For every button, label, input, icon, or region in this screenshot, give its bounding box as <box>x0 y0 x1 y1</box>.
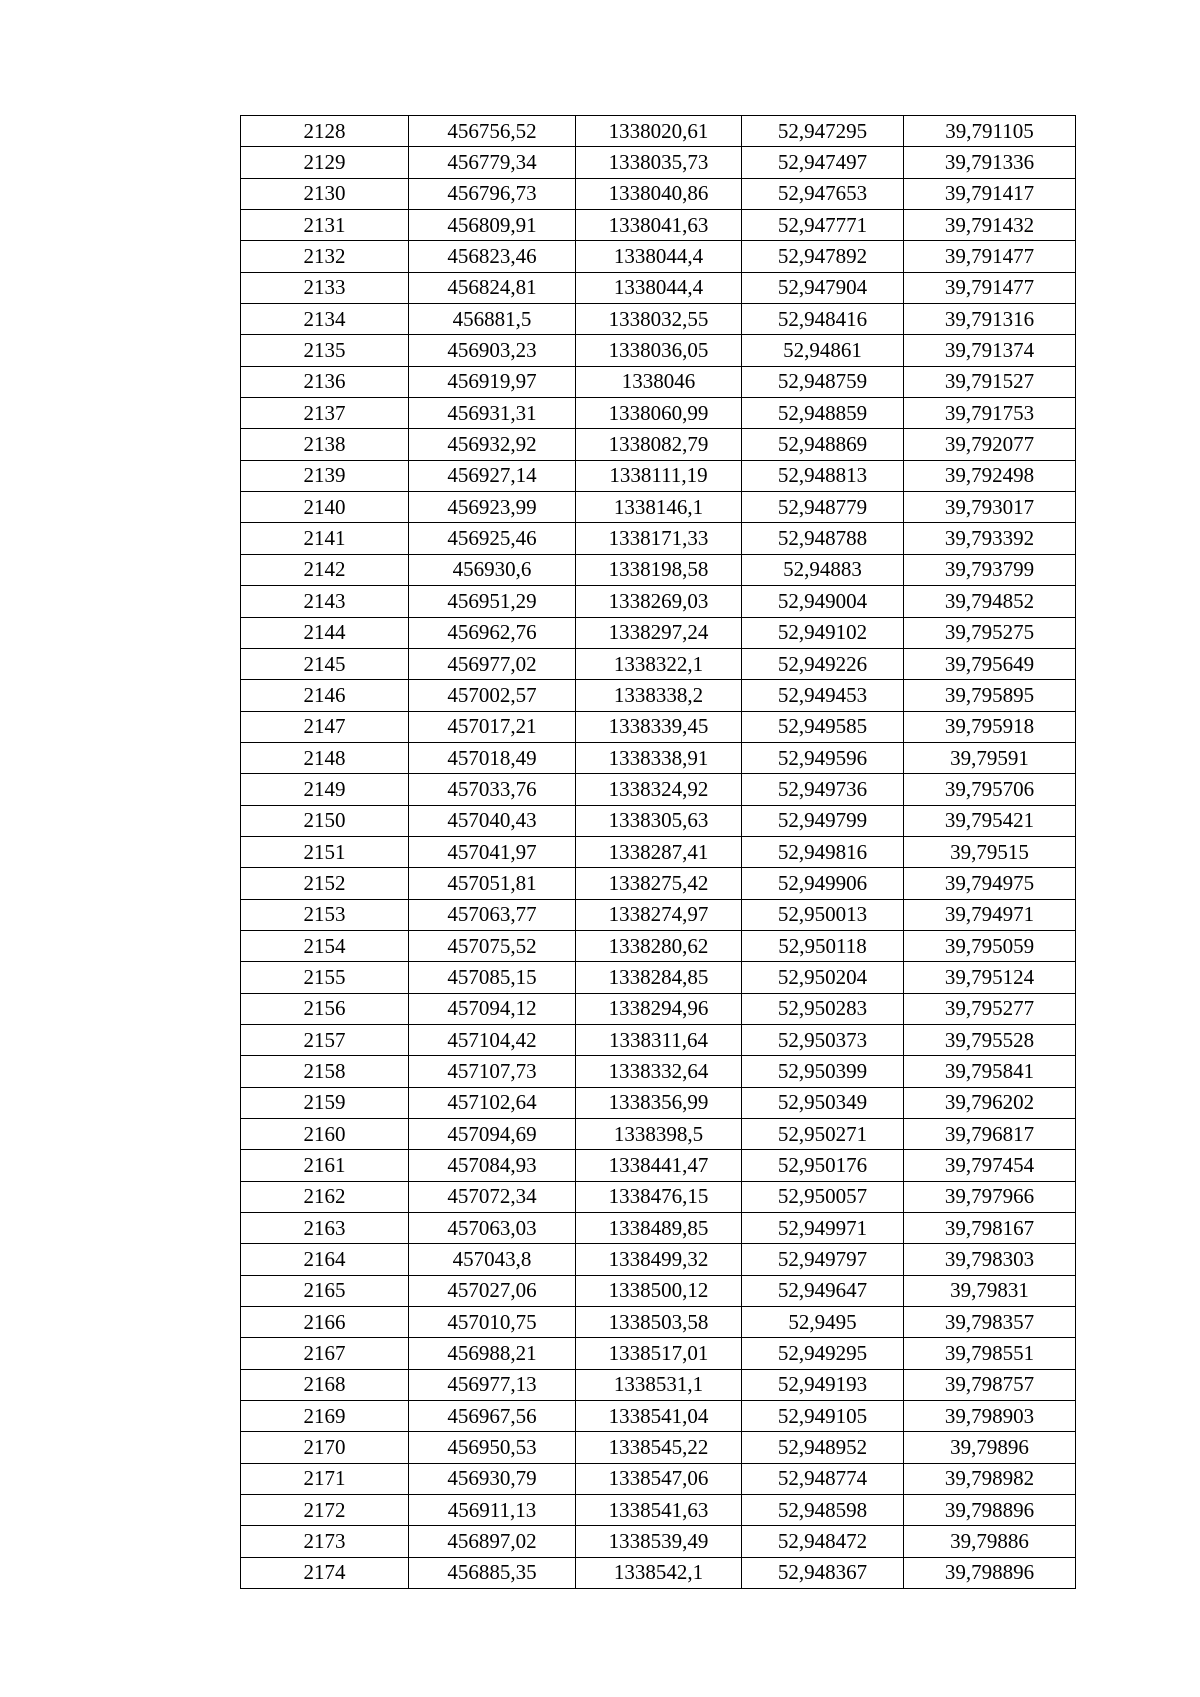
x-coordinate-cell: 457051,81 <box>409 868 576 899</box>
longitude-cell: 39,791527 <box>904 366 1076 397</box>
point-number-cell: 2160 <box>241 1119 409 1150</box>
latitude-cell: 52,9495 <box>742 1307 904 1338</box>
x-coordinate-cell: 457094,69 <box>409 1119 576 1150</box>
longitude-cell: 39,798167 <box>904 1213 1076 1244</box>
table-row <box>241 116 1076 147</box>
table-row <box>241 272 1076 303</box>
longitude-cell: 39,791105 <box>904 116 1076 147</box>
longitude-cell: 39,791753 <box>904 398 1076 429</box>
x-coordinate-cell: 457040,43 <box>409 805 576 836</box>
table-row <box>241 1432 1076 1463</box>
x-coordinate-cell: 456932,92 <box>409 429 576 460</box>
y-coordinate-cell: 1338280,62 <box>576 930 742 961</box>
table-row <box>241 1463 1076 1494</box>
y-coordinate-cell: 1338541,04 <box>576 1401 742 1432</box>
longitude-cell: 39,795059 <box>904 930 1076 961</box>
x-coordinate-cell: 457010,75 <box>409 1307 576 1338</box>
x-coordinate-cell: 456927,14 <box>409 460 576 491</box>
table-row <box>241 930 1076 961</box>
y-coordinate-cell: 1338545,22 <box>576 1432 742 1463</box>
latitude-cell: 52,948869 <box>742 429 904 460</box>
y-coordinate-cell: 1338322,1 <box>576 648 742 679</box>
latitude-cell: 52,950176 <box>742 1150 904 1181</box>
y-coordinate-cell: 1338398,5 <box>576 1119 742 1150</box>
y-coordinate-cell: 1338032,55 <box>576 304 742 335</box>
y-coordinate-cell: 1338339,45 <box>576 711 742 742</box>
x-coordinate-cell: 456796,73 <box>409 178 576 209</box>
y-coordinate-cell: 1338338,2 <box>576 680 742 711</box>
longitude-cell: 39,793799 <box>904 554 1076 585</box>
point-number-cell: 2133 <box>241 272 409 303</box>
longitude-cell: 39,79591 <box>904 742 1076 773</box>
x-coordinate-cell: 456919,97 <box>409 366 576 397</box>
x-coordinate-cell: 456931,31 <box>409 398 576 429</box>
table-row <box>241 554 1076 585</box>
table-row <box>241 366 1076 397</box>
y-coordinate-cell: 1338489,85 <box>576 1213 742 1244</box>
table-row <box>241 398 1076 429</box>
x-coordinate-cell: 456930,6 <box>409 554 576 585</box>
x-coordinate-cell: 456925,46 <box>409 523 576 554</box>
latitude-cell: 52,949585 <box>742 711 904 742</box>
x-coordinate-cell: 456923,99 <box>409 492 576 523</box>
latitude-cell: 52,950349 <box>742 1087 904 1118</box>
latitude-cell: 52,949797 <box>742 1244 904 1275</box>
table-row <box>241 1181 1076 1212</box>
x-coordinate-cell: 456977,13 <box>409 1369 576 1400</box>
x-coordinate-cell: 456779,34 <box>409 147 576 178</box>
x-coordinate-cell: 456756,52 <box>409 116 576 147</box>
x-coordinate-cell: 457017,21 <box>409 711 576 742</box>
latitude-cell: 52,947295 <box>742 116 904 147</box>
y-coordinate-cell: 1338060,99 <box>576 398 742 429</box>
latitude-cell: 52,947497 <box>742 147 904 178</box>
latitude-cell: 52,948952 <box>742 1432 904 1463</box>
longitude-cell: 39,798357 <box>904 1307 1076 1338</box>
longitude-cell: 39,791316 <box>904 304 1076 335</box>
point-number-cell: 2174 <box>241 1557 409 1588</box>
latitude-cell: 52,950204 <box>742 962 904 993</box>
latitude-cell: 52,950399 <box>742 1056 904 1087</box>
y-coordinate-cell: 1338338,91 <box>576 742 742 773</box>
point-number-cell: 2137 <box>241 398 409 429</box>
table-row <box>241 304 1076 335</box>
point-number-cell: 2147 <box>241 711 409 742</box>
point-number-cell: 2156 <box>241 993 409 1024</box>
point-number-cell: 2163 <box>241 1213 409 1244</box>
x-coordinate-cell: 456897,02 <box>409 1526 576 1557</box>
table-row <box>241 836 1076 867</box>
table-row <box>241 460 1076 491</box>
x-coordinate-cell: 456809,91 <box>409 210 576 241</box>
table-row <box>241 1369 1076 1400</box>
x-coordinate-cell: 457085,15 <box>409 962 576 993</box>
y-coordinate-cell: 1338044,4 <box>576 272 742 303</box>
x-coordinate-cell: 456823,46 <box>409 241 576 272</box>
y-coordinate-cell: 1338499,32 <box>576 1244 742 1275</box>
x-coordinate-cell: 456951,29 <box>409 586 576 617</box>
y-coordinate-cell: 1338305,63 <box>576 805 742 836</box>
latitude-cell: 52,947653 <box>742 178 904 209</box>
point-number-cell: 2134 <box>241 304 409 335</box>
point-number-cell: 2162 <box>241 1181 409 1212</box>
latitude-cell: 52,947771 <box>742 210 904 241</box>
latitude-cell: 52,950118 <box>742 930 904 961</box>
longitude-cell: 39,791336 <box>904 147 1076 178</box>
point-number-cell: 2149 <box>241 774 409 805</box>
longitude-cell: 39,792077 <box>904 429 1076 460</box>
longitude-cell: 39,796202 <box>904 1087 1076 1118</box>
longitude-cell: 39,798982 <box>904 1463 1076 1494</box>
table-row <box>241 680 1076 711</box>
x-coordinate-cell: 457107,73 <box>409 1056 576 1087</box>
latitude-cell: 52,948759 <box>742 366 904 397</box>
point-number-cell: 2148 <box>241 742 409 773</box>
table-row <box>241 241 1076 272</box>
y-coordinate-cell: 1338539,49 <box>576 1526 742 1557</box>
table-row <box>241 147 1076 178</box>
point-number-cell: 2142 <box>241 554 409 585</box>
latitude-cell: 52,948367 <box>742 1557 904 1588</box>
latitude-cell: 52,94883 <box>742 554 904 585</box>
point-number-cell: 2164 <box>241 1244 409 1275</box>
point-number-cell: 2151 <box>241 836 409 867</box>
y-coordinate-cell: 1338531,1 <box>576 1369 742 1400</box>
x-coordinate-cell: 456885,35 <box>409 1557 576 1588</box>
y-coordinate-cell: 1338082,79 <box>576 429 742 460</box>
longitude-cell: 39,794975 <box>904 868 1076 899</box>
y-coordinate-cell: 1338356,99 <box>576 1087 742 1118</box>
y-coordinate-cell: 1338287,41 <box>576 836 742 867</box>
x-coordinate-cell: 457094,12 <box>409 993 576 1024</box>
table-row <box>241 1526 1076 1557</box>
y-coordinate-cell: 1338274,97 <box>576 899 742 930</box>
latitude-cell: 52,949971 <box>742 1213 904 1244</box>
point-number-cell: 2157 <box>241 1024 409 1055</box>
table-row <box>241 1401 1076 1432</box>
longitude-cell: 39,795841 <box>904 1056 1076 1087</box>
y-coordinate-cell: 1338542,1 <box>576 1557 742 1588</box>
table-row <box>241 335 1076 366</box>
x-coordinate-cell: 457002,57 <box>409 680 576 711</box>
x-coordinate-cell: 456903,23 <box>409 335 576 366</box>
table-row <box>241 742 1076 773</box>
table-row <box>241 899 1076 930</box>
latitude-cell: 52,948813 <box>742 460 904 491</box>
table-row <box>241 429 1076 460</box>
longitude-cell: 39,796817 <box>904 1119 1076 1150</box>
table-row <box>241 711 1076 742</box>
point-number-cell: 2169 <box>241 1401 409 1432</box>
latitude-cell: 52,948779 <box>742 492 904 523</box>
point-number-cell: 2165 <box>241 1275 409 1306</box>
latitude-cell: 52,948416 <box>742 304 904 335</box>
latitude-cell: 52,949105 <box>742 1401 904 1432</box>
x-coordinate-cell: 456967,56 <box>409 1401 576 1432</box>
y-coordinate-cell: 1338111,19 <box>576 460 742 491</box>
longitude-cell: 39,794971 <box>904 899 1076 930</box>
longitude-cell: 39,79515 <box>904 836 1076 867</box>
x-coordinate-cell: 456962,76 <box>409 617 576 648</box>
latitude-cell: 52,948859 <box>742 398 904 429</box>
longitude-cell: 39,797966 <box>904 1181 1076 1212</box>
x-coordinate-cell: 456988,21 <box>409 1338 576 1369</box>
y-coordinate-cell: 1338040,86 <box>576 178 742 209</box>
longitude-cell: 39,795918 <box>904 711 1076 742</box>
latitude-cell: 52,949799 <box>742 805 904 836</box>
table-row <box>241 993 1076 1024</box>
longitude-cell: 39,794852 <box>904 586 1076 617</box>
latitude-cell: 52,949906 <box>742 868 904 899</box>
y-coordinate-cell: 1338198,58 <box>576 554 742 585</box>
y-coordinate-cell: 1338294,96 <box>576 993 742 1024</box>
longitude-cell: 39,798903 <box>904 1401 1076 1432</box>
longitude-cell: 39,795706 <box>904 774 1076 805</box>
y-coordinate-cell: 1338044,4 <box>576 241 742 272</box>
latitude-cell: 52,950057 <box>742 1181 904 1212</box>
latitude-cell: 52,947892 <box>742 241 904 272</box>
point-number-cell: 2139 <box>241 460 409 491</box>
longitude-cell: 39,798303 <box>904 1244 1076 1275</box>
point-number-cell: 2132 <box>241 241 409 272</box>
x-coordinate-cell: 457043,8 <box>409 1244 576 1275</box>
point-number-cell: 2171 <box>241 1463 409 1494</box>
latitude-cell: 52,950283 <box>742 993 904 1024</box>
longitude-cell: 39,795277 <box>904 993 1076 1024</box>
longitude-cell: 39,793017 <box>904 492 1076 523</box>
y-coordinate-cell: 1338503,58 <box>576 1307 742 1338</box>
table-row <box>241 774 1076 805</box>
latitude-cell: 52,948774 <box>742 1463 904 1494</box>
point-number-cell: 2173 <box>241 1526 409 1557</box>
point-number-cell: 2130 <box>241 178 409 209</box>
x-coordinate-cell: 457018,49 <box>409 742 576 773</box>
x-coordinate-cell: 457104,42 <box>409 1024 576 1055</box>
latitude-cell: 52,949004 <box>742 586 904 617</box>
table-row <box>241 1557 1076 1588</box>
x-coordinate-cell: 457084,93 <box>409 1150 576 1181</box>
latitude-cell: 52,949102 <box>742 617 904 648</box>
longitude-cell: 39,795895 <box>904 680 1076 711</box>
longitude-cell: 39,79886 <box>904 1526 1076 1557</box>
latitude-cell: 52,947904 <box>742 272 904 303</box>
table-row <box>241 1244 1076 1275</box>
table-row <box>241 1087 1076 1118</box>
table-row <box>241 1338 1076 1369</box>
table-row <box>241 1275 1076 1306</box>
table-row <box>241 617 1076 648</box>
point-number-cell: 2145 <box>241 648 409 679</box>
x-coordinate-cell: 457102,64 <box>409 1087 576 1118</box>
point-number-cell: 2129 <box>241 147 409 178</box>
latitude-cell: 52,949736 <box>742 774 904 805</box>
y-coordinate-cell: 1338311,64 <box>576 1024 742 1055</box>
x-coordinate-cell: 457033,76 <box>409 774 576 805</box>
point-number-cell: 2168 <box>241 1369 409 1400</box>
x-coordinate-cell: 457075,52 <box>409 930 576 961</box>
longitude-cell: 39,798896 <box>904 1557 1076 1588</box>
x-coordinate-cell: 457072,34 <box>409 1181 576 1212</box>
longitude-cell: 39,79831 <box>904 1275 1076 1306</box>
point-number-cell: 2172 <box>241 1495 409 1526</box>
latitude-cell: 52,950373 <box>742 1024 904 1055</box>
point-number-cell: 2166 <box>241 1307 409 1338</box>
longitude-cell: 39,798757 <box>904 1369 1076 1400</box>
longitude-cell: 39,791477 <box>904 272 1076 303</box>
y-coordinate-cell: 1338476,15 <box>576 1181 742 1212</box>
table-row <box>241 492 1076 523</box>
longitude-cell: 39,795649 <box>904 648 1076 679</box>
y-coordinate-cell: 1338036,05 <box>576 335 742 366</box>
table-row <box>241 1056 1076 1087</box>
point-number-cell: 2150 <box>241 805 409 836</box>
latitude-cell: 52,948598 <box>742 1495 904 1526</box>
y-coordinate-cell: 1338324,92 <box>576 774 742 805</box>
table-row <box>241 178 1076 209</box>
longitude-cell: 39,795421 <box>904 805 1076 836</box>
longitude-cell: 39,791477 <box>904 241 1076 272</box>
latitude-cell: 52,949193 <box>742 1369 904 1400</box>
point-number-cell: 2140 <box>241 492 409 523</box>
latitude-cell: 52,948788 <box>742 523 904 554</box>
x-coordinate-cell: 457027,06 <box>409 1275 576 1306</box>
coordinates-table-body <box>241 116 1076 1589</box>
table-row <box>241 648 1076 679</box>
longitude-cell: 39,797454 <box>904 1150 1076 1181</box>
latitude-cell: 52,948472 <box>742 1526 904 1557</box>
y-coordinate-cell: 1338500,12 <box>576 1275 742 1306</box>
point-number-cell: 2143 <box>241 586 409 617</box>
latitude-cell: 52,949226 <box>742 648 904 679</box>
latitude-cell: 52,950013 <box>742 899 904 930</box>
y-coordinate-cell: 1338547,06 <box>576 1463 742 1494</box>
longitude-cell: 39,795528 <box>904 1024 1076 1055</box>
point-number-cell: 2146 <box>241 680 409 711</box>
point-number-cell: 2135 <box>241 335 409 366</box>
y-coordinate-cell: 1338041,63 <box>576 210 742 241</box>
table-row <box>241 1119 1076 1150</box>
point-number-cell: 2167 <box>241 1338 409 1369</box>
point-number-cell: 2161 <box>241 1150 409 1181</box>
latitude-cell: 52,949295 <box>742 1338 904 1369</box>
point-number-cell: 2128 <box>241 116 409 147</box>
latitude-cell: 52,94861 <box>742 335 904 366</box>
y-coordinate-cell: 1338171,33 <box>576 523 742 554</box>
longitude-cell: 39,791432 <box>904 210 1076 241</box>
point-number-cell: 2158 <box>241 1056 409 1087</box>
y-coordinate-cell: 1338020,61 <box>576 116 742 147</box>
y-coordinate-cell: 1338046 <box>576 366 742 397</box>
point-number-cell: 2154 <box>241 930 409 961</box>
x-coordinate-cell: 456911,13 <box>409 1495 576 1526</box>
table-row <box>241 1307 1076 1338</box>
x-coordinate-cell: 457063,77 <box>409 899 576 930</box>
y-coordinate-cell: 1338269,03 <box>576 586 742 617</box>
latitude-cell: 52,949453 <box>742 680 904 711</box>
x-coordinate-cell: 456950,53 <box>409 1432 576 1463</box>
longitude-cell: 39,79896 <box>904 1432 1076 1463</box>
latitude-cell: 52,949647 <box>742 1275 904 1306</box>
point-number-cell: 2131 <box>241 210 409 241</box>
y-coordinate-cell: 1338441,47 <box>576 1150 742 1181</box>
longitude-cell: 39,791374 <box>904 335 1076 366</box>
latitude-cell: 52,949596 <box>742 742 904 773</box>
longitude-cell: 39,798551 <box>904 1338 1076 1369</box>
table-row <box>241 523 1076 554</box>
table-row <box>241 1024 1076 1055</box>
y-coordinate-cell: 1338332,64 <box>576 1056 742 1087</box>
longitude-cell: 39,798896 <box>904 1495 1076 1526</box>
longitude-cell: 39,791417 <box>904 178 1076 209</box>
latitude-cell: 52,949816 <box>742 836 904 867</box>
point-number-cell: 2138 <box>241 429 409 460</box>
table-row <box>241 1495 1076 1526</box>
y-coordinate-cell: 1338035,73 <box>576 147 742 178</box>
point-number-cell: 2155 <box>241 962 409 993</box>
y-coordinate-cell: 1338517,01 <box>576 1338 742 1369</box>
point-number-cell: 2159 <box>241 1087 409 1118</box>
x-coordinate-cell: 457063,03 <box>409 1213 576 1244</box>
point-number-cell: 2153 <box>241 899 409 930</box>
y-coordinate-cell: 1338297,24 <box>576 617 742 648</box>
table-row <box>241 1213 1076 1244</box>
point-number-cell: 2152 <box>241 868 409 899</box>
x-coordinate-cell: 456824,81 <box>409 272 576 303</box>
coordinates-table <box>240 115 1076 1589</box>
y-coordinate-cell: 1338146,1 <box>576 492 742 523</box>
table-row <box>241 962 1076 993</box>
y-coordinate-cell: 1338275,42 <box>576 868 742 899</box>
x-coordinate-cell: 456881,5 <box>409 304 576 335</box>
latitude-cell: 52,950271 <box>742 1119 904 1150</box>
table-row <box>241 1150 1076 1181</box>
point-number-cell: 2141 <box>241 523 409 554</box>
x-coordinate-cell: 456930,79 <box>409 1463 576 1494</box>
point-number-cell: 2136 <box>241 366 409 397</box>
longitude-cell: 39,792498 <box>904 460 1076 491</box>
table-row <box>241 210 1076 241</box>
longitude-cell: 39,795124 <box>904 962 1076 993</box>
y-coordinate-cell: 1338284,85 <box>576 962 742 993</box>
x-coordinate-cell: 456977,02 <box>409 648 576 679</box>
point-number-cell: 2144 <box>241 617 409 648</box>
point-number-cell: 2170 <box>241 1432 409 1463</box>
longitude-cell: 39,795275 <box>904 617 1076 648</box>
x-coordinate-cell: 457041,97 <box>409 836 576 867</box>
table-row <box>241 586 1076 617</box>
longitude-cell: 39,793392 <box>904 523 1076 554</box>
y-coordinate-cell: 1338541,63 <box>576 1495 742 1526</box>
table-row <box>241 805 1076 836</box>
table-row <box>241 868 1076 899</box>
